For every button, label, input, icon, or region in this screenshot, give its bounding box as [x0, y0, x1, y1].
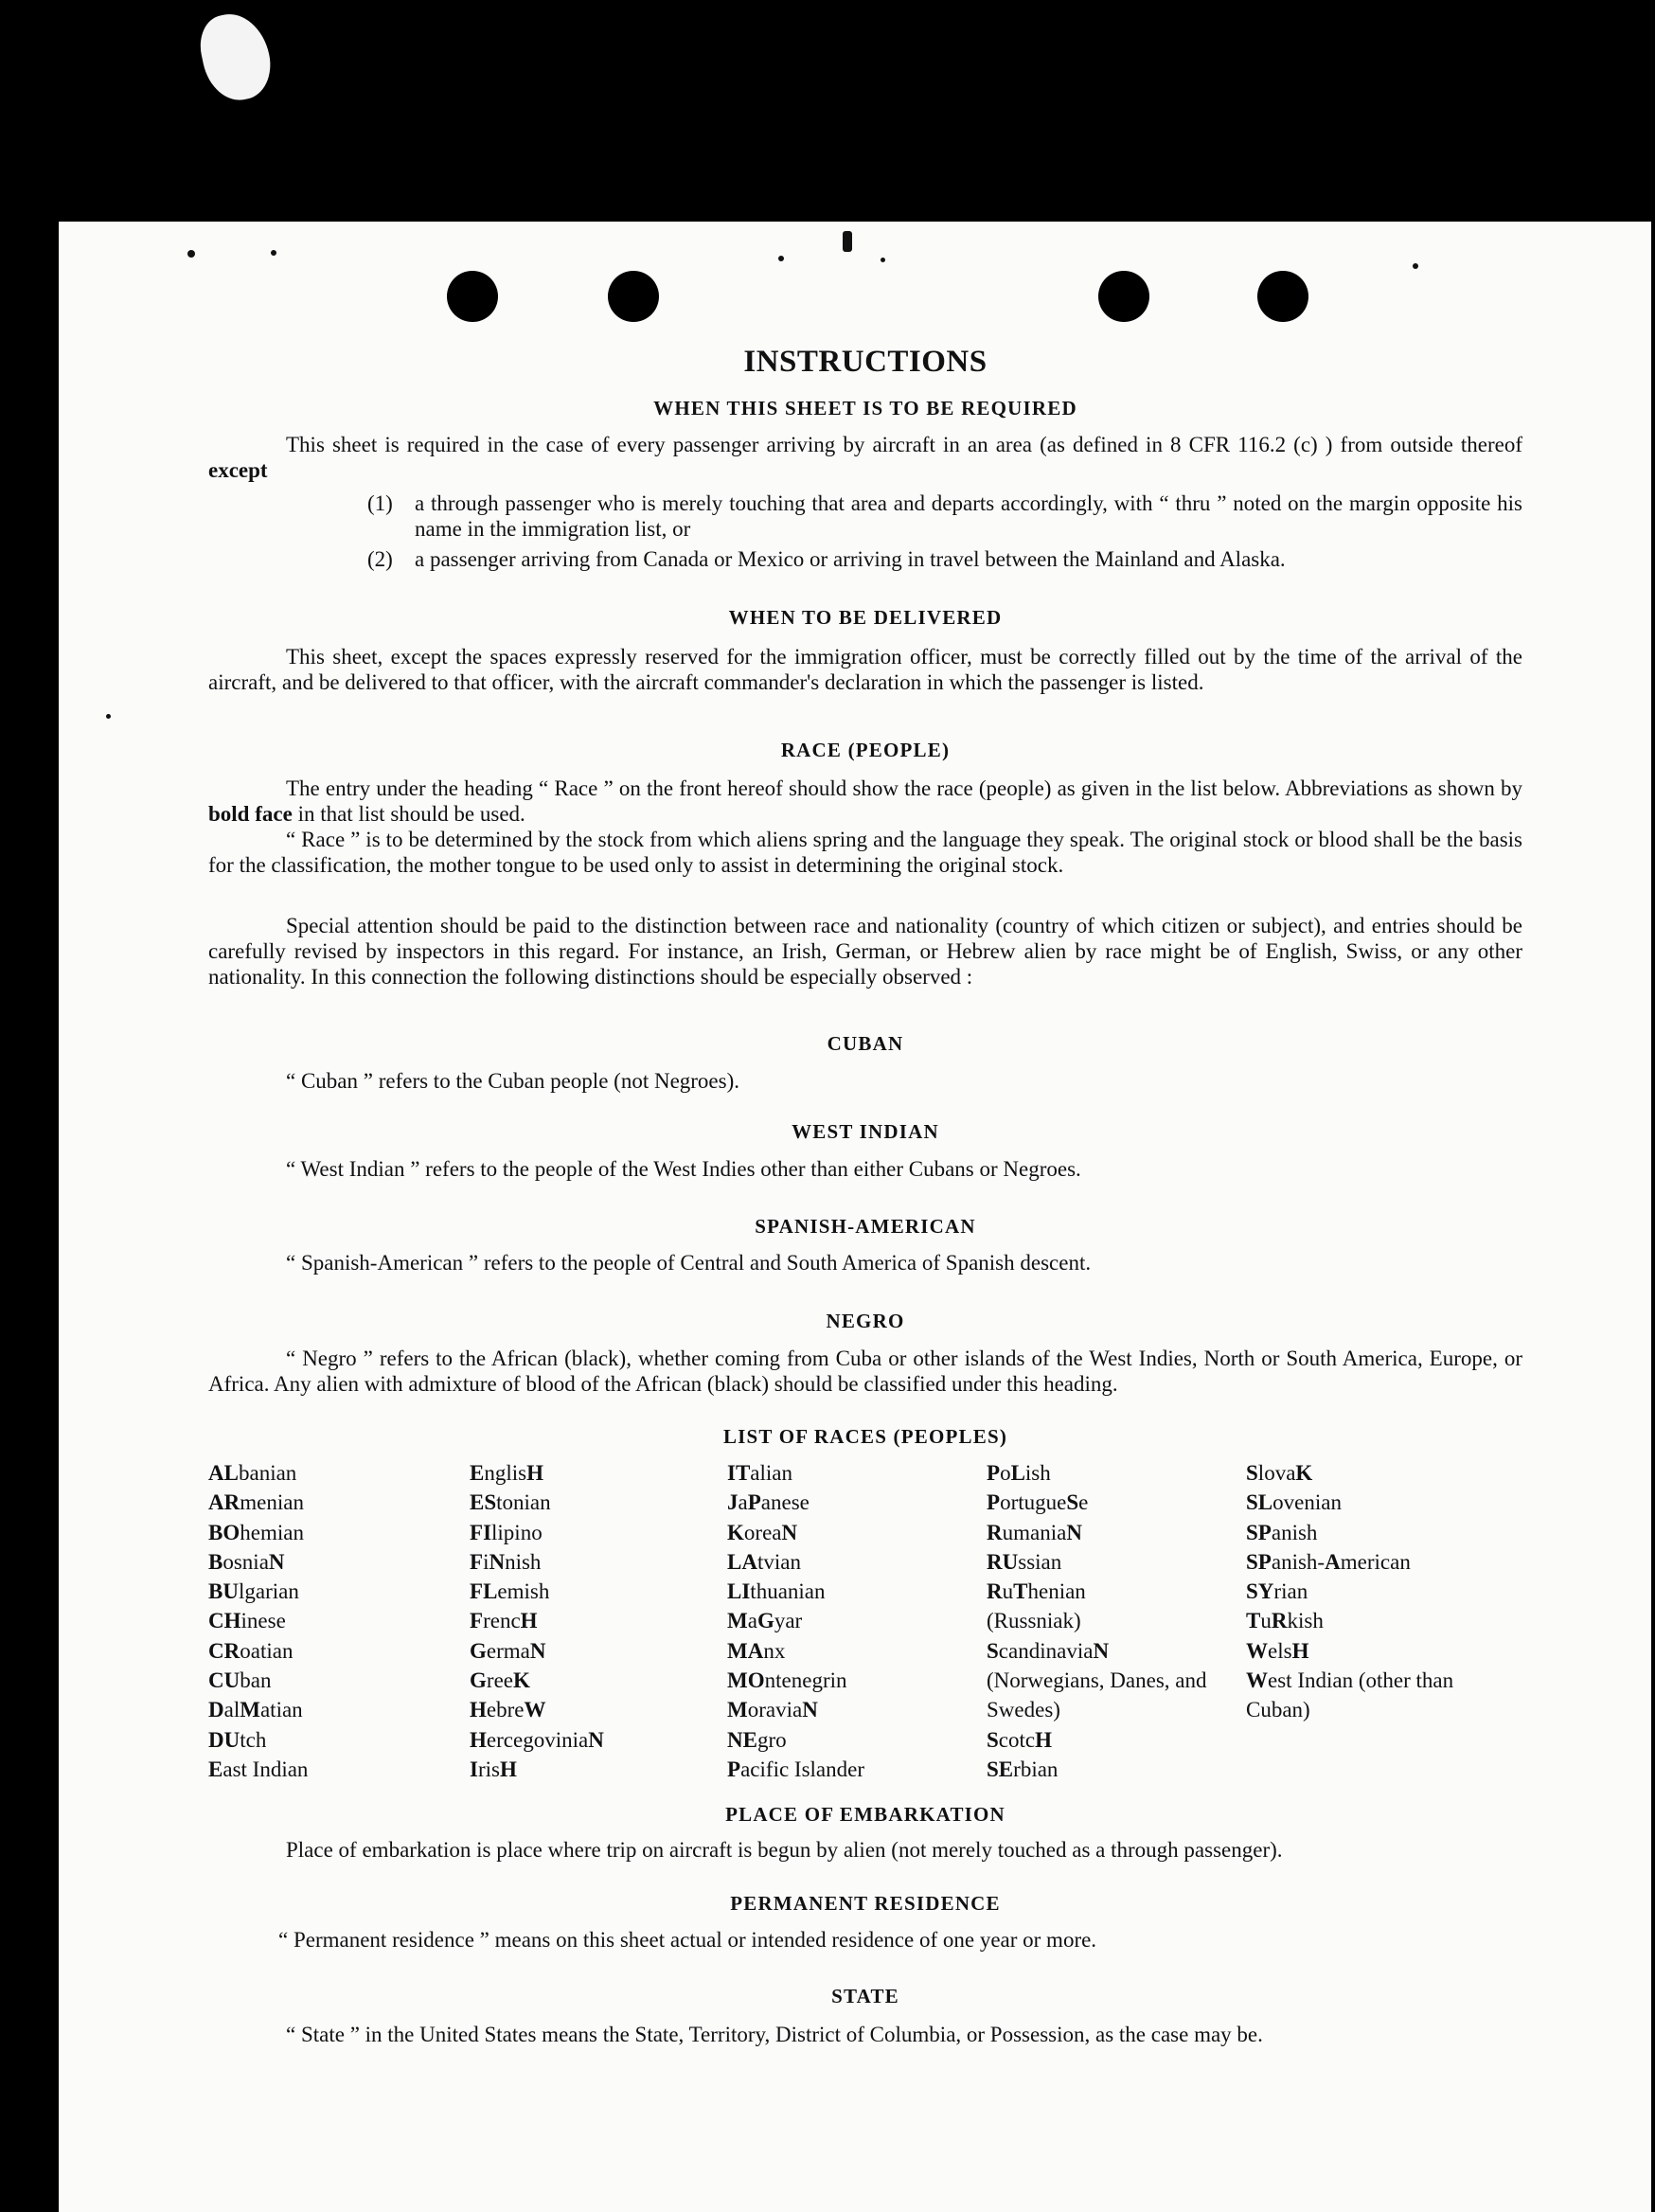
race-entry: ARmenian — [208, 1490, 304, 1515]
race-entry: SYrian — [1246, 1579, 1308, 1604]
item-number: (1) — [367, 491, 393, 515]
race-entry: GreeK — [470, 1668, 530, 1693]
race-entry: ScotcH — [987, 1727, 1053, 1752]
race-entry: CUban — [208, 1668, 272, 1693]
heading-permanent-residence: PERMANENT RESIDENCE — [730, 1892, 1001, 1915]
race-entry: West Indian (other than Cuban) — [1246, 1668, 1454, 1722]
race-entry: FLemish — [470, 1579, 550, 1604]
race-entry: DalMatian — [208, 1698, 303, 1722]
state-text: “ State ” in the United States means the State, Territory, District of Columbia, or Possession, as the case may be. — [286, 2023, 1263, 2046]
race-entry: RuThenian (Russniak) — [987, 1579, 1086, 1633]
race-entry: East Indian — [208, 1757, 309, 1781]
punch-hole — [447, 271, 498, 322]
race-entry: PortugueSe — [987, 1490, 1089, 1515]
race-paragraph-1 — [208, 776, 1522, 827]
speck — [881, 258, 885, 262]
race-p1-text-end: in that list should be used. — [297, 802, 525, 826]
race-column-5 — [1246, 1458, 1522, 1725]
delivered-text: This sheet, except the spaces expressly reserved for the immigration officer, must be correctly filled out by the time of the arrival of the aircraft, and be delivered to that officer, with the aircraft commander's declaration in which the passenger is listed. — [208, 645, 1522, 694]
race-entry: PoLish — [987, 1461, 1051, 1485]
race-entry: GermaN — [470, 1638, 546, 1663]
residence-text: “ Permanent residence ” means on this sheet actual or intended residence of one year or more. — [278, 1928, 1097, 1952]
race-entry: NEgro — [727, 1727, 787, 1752]
race-entry: EStonian — [470, 1490, 551, 1515]
race-entry: FrencH — [470, 1609, 538, 1633]
race-entry: MoraviaN — [727, 1698, 818, 1722]
race-entry: RumaniaN — [987, 1520, 1082, 1544]
embarkation-text: Place of embarkation is place where trip on aircraft is begun by alien (not merely touched as a through passenger). — [286, 1838, 1283, 1862]
heading-west-indian: WEST INDIAN — [792, 1120, 939, 1143]
except-word: except — [208, 458, 268, 482]
cuban-text: “ Cuban ” refers to the Cuban people (not Negroes). — [286, 1069, 740, 1093]
heading-cuban: CUBAN — [827, 1032, 904, 1055]
race-entry: KoreaN — [727, 1520, 798, 1544]
race-entry: MAnx — [727, 1638, 786, 1663]
race-p1-text: The entry under the heading “ Race ” on the front hereof should show the race (people) as given in the list below. Abbreviations as shown by — [286, 776, 1522, 800]
required-item-1 — [208, 491, 1522, 542]
item-number: (2) — [367, 547, 393, 571]
race-entry: FiNnish — [470, 1549, 542, 1574]
heading-spanish-american: SPANISH-AMERICAN — [755, 1215, 976, 1238]
race-column-2 — [470, 1458, 706, 1784]
race-entry: JaPanese — [727, 1490, 810, 1515]
race-entry: SLovenian — [1246, 1490, 1342, 1515]
race-entry: EnglisH — [470, 1461, 543, 1485]
required-item-2 — [208, 546, 1522, 572]
race-entry: RUssian — [987, 1549, 1062, 1574]
race-entry: SlovaK — [1246, 1461, 1313, 1485]
punch-hole — [608, 271, 659, 322]
race-column-4 — [987, 1458, 1212, 1784]
race-entry: HebreW — [470, 1698, 546, 1722]
race-entry: HercegoviniaN — [470, 1727, 604, 1752]
speck — [106, 714, 111, 719]
west-indian-text: “ West Indian ” refers to the people of the West Indies other than either Cubans or Negroes. — [286, 1157, 1081, 1181]
negro-text: “ Negro ” refers to the African (black), whether coming from Cuba or other islands of the West Indies, North or South America, Europe, or Africa. Any alien with admixture of blood of the African (black) should be classified under this heading. — [208, 1347, 1522, 1396]
race-entry: TuRkish — [1246, 1609, 1324, 1633]
race-entry: WelsH — [1246, 1638, 1309, 1663]
punch-hole — [1098, 271, 1149, 322]
speck — [843, 231, 852, 252]
speck — [187, 250, 195, 258]
race-column-1 — [208, 1458, 445, 1784]
race-entry: MaGyar — [727, 1609, 803, 1633]
heading-negro: NEGRO — [826, 1310, 905, 1332]
race-entry: MOntenegrin — [727, 1668, 847, 1693]
heading-when-delivered: WHEN TO BE DELIVERED — [728, 606, 1003, 629]
race-entry: ITalian — [727, 1461, 793, 1485]
race-entry: BosniaN — [208, 1549, 285, 1574]
item-text: a passenger arriving from Canada or Mexico or arriving in travel between the Mainland and Alaska. — [415, 547, 1286, 571]
required-intro-text: This sheet is required in the case of every passenger arriving by aircraft in an area (as defined in 8 CFR 116.2 (c) ) from outside thereof — [286, 433, 1522, 456]
speck — [271, 250, 276, 256]
heading-race: RACE (PEOPLE) — [780, 739, 951, 761]
bold-face-term: bold face — [208, 802, 293, 826]
race-entry: DUtch — [208, 1727, 267, 1752]
item-text: a through passenger who is merely touching that area and departs accordingly, with “ thru ” noted on the margin opposite his name in the immigration list, or — [415, 491, 1522, 541]
race-paragraph-2: “ Race ” is to be determined by the stock from which aliens spring and the language they speak. The original stock or blood shall be the basis for the classification, the mother tongue to be used only to assist in determining the original stock. — [208, 828, 1522, 877]
spanish-american-text: “ Spanish-American ” refers to the people of Central and South America of Spanish descent. — [286, 1251, 1092, 1275]
document-page — [59, 222, 1651, 2212]
race-paragraph-3: Special attention should be paid to the distinction between race and nationality (country of which citizen or subject), and entries should be carefully revised by inspectors in this regard. For instance, an Irish, German, or Hebrew alien by race might be of English, Swiss, or any other nationality. In this connection the following distinctions should be especially observed : — [208, 914, 1522, 989]
punch-hole — [1257, 271, 1308, 322]
race-entry: BOhemian — [208, 1520, 304, 1544]
race-entry: ScandinaviaN (Norwegians, Danes, and Swedes) — [987, 1638, 1207, 1722]
race-entry: BUlgarian — [208, 1579, 299, 1604]
speck — [778, 256, 784, 261]
heading-state: STATE — [831, 1985, 899, 2007]
race-entry: Pacific Islander — [727, 1757, 864, 1781]
race-entry: IrisH — [470, 1757, 517, 1781]
page-title: INSTRUCTIONS — [743, 345, 988, 379]
race-column-3 — [727, 1458, 964, 1784]
race-entry: SPanish-American — [1246, 1549, 1411, 1574]
race-entry: CHinese — [208, 1609, 286, 1633]
race-entry: CRoatian — [208, 1638, 294, 1663]
race-entry: ALbanian — [208, 1461, 297, 1485]
heading-when-required: WHEN THIS SHEET IS TO BE REQUIRED — [653, 397, 1077, 419]
heading-place-of-embarkation: PLACE OF EMBARKATION — [725, 1803, 1005, 1826]
race-entry: FIlipino — [470, 1520, 543, 1544]
required-intro — [208, 432, 1522, 483]
heading-list-of-races: LIST OF RACES (PEOPLES) — [722, 1425, 1008, 1448]
speck — [1413, 263, 1418, 269]
race-entry: SErbian — [987, 1757, 1059, 1781]
race-entry: LIthuanian — [727, 1579, 826, 1604]
race-entry: LAtvian — [727, 1549, 801, 1574]
race-entry: SPanish — [1246, 1520, 1318, 1544]
scan-artifact — [194, 8, 277, 107]
